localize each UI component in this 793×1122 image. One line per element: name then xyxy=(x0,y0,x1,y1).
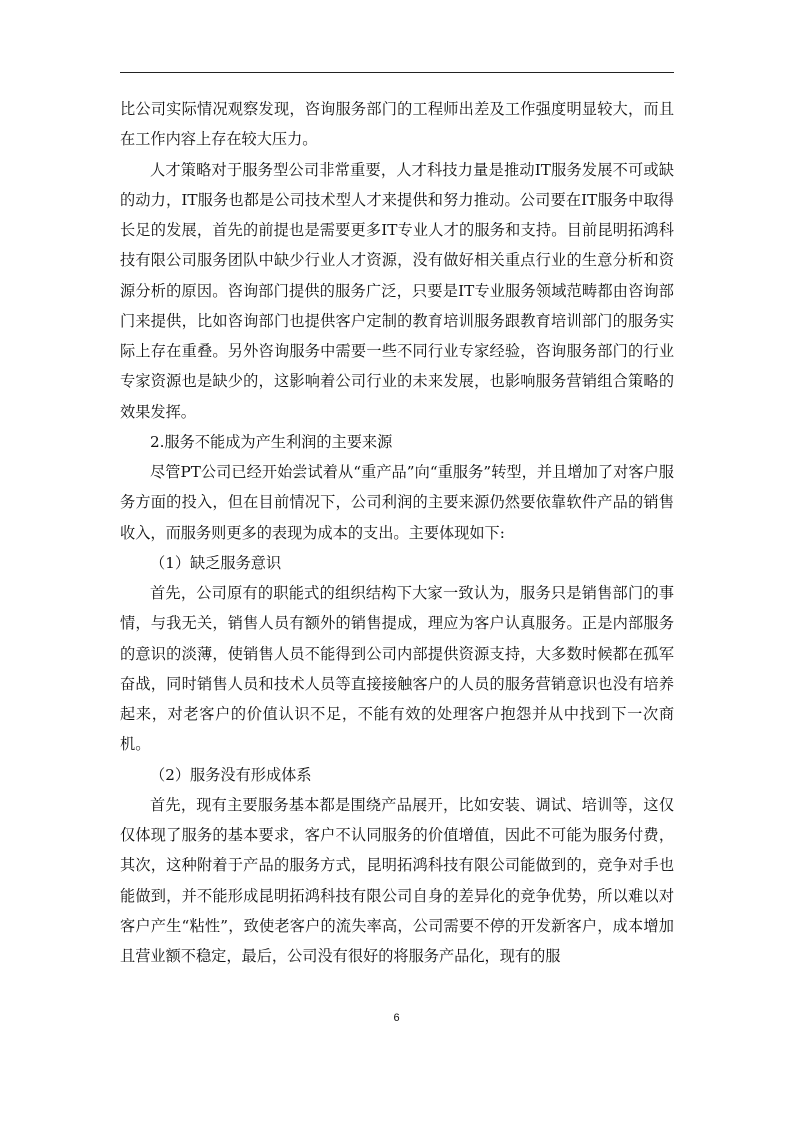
paragraph: 2.服务不能成为产生利润的主要来源 xyxy=(150,432,393,451)
page-number: 6 xyxy=(393,1012,400,1024)
paragraph: 首先，公司原有的职能式的组织结构下大家一致认为，服务只是销售部门的事情，与我无关，销售人员有额外的销售提成，理应为客户认真服务。正是内部服务的意识的淡薄，使销售人员不能得到公司内部提供资源支持，大多数时候都在孤军奋战，同时销售人员和技术人员等直接接触客户的人员的服务营销意识也没有培养起来，对老客户的价值认识不足，不能有效的处理客户抱怨并从中找到下一次商机。 xyxy=(120,584,674,754)
paragraph: 比公司实际情况观察发现，咨询服务部门的工程师出差及工作强度明显较大，而且在工作内容上存在较大压力。 xyxy=(120,100,674,149)
paragraph: 人才策略对于服务型公司非常重要，人才科技力量是推动IT服务发展不可或缺的动力，IT服务也都是公司技术型人才来提供和努力推动。公司要在IT服务中取得长足的发展，首先的前提也是需要更多IT专业人才的服务和支持。目前昆明拓鸿科技有限公司服务团队中缺少行业人才资源，没有做好相关重点行业的生意分析和资源分析的原因。咨询部门提供的服务广泛，只要是IT专业服务领域范畴都由咨询部门来提供，比如咨询部门也提供客户定制的教育培训服务跟教育培训部门的服务实际上存在重叠。另外咨询服务中需要一些不同行业专家经验，咨询服务部门的行业专家资源也是缺少的，这影响着公司行业的未来发展，也影响服务营销组合策略的效果发挥。 xyxy=(120,160,674,421)
paragraph: （2）服务没有形成体系 xyxy=(150,765,312,784)
paragraph: 尽管PT公司已经开始尝试着从“重产品”向“重服务”转型，并且增加了对客户服务方面的投入，但在目前情况下，公司利润的主要来源仍然要依靠软件产品的销售收入，而服务则更多的表现为成本的支出。主要体现如下: xyxy=(120,463,674,542)
paragraph: （1）缺乏服务意识 xyxy=(150,553,282,572)
paragraph: 首先，现有主要服务基本都是围绕产品展开，比如安装、调试、培训等，这仅仅体现了服务的基本要求，客户不认同服务的价值增值，因此不可能为服务付费，其次，这种附着于产品的服务方式，昆明拓鸿科技有限公司能做到的，竞争对手也能做到，并不能形成昆明拓鸿科技有限公司自身的差异化的竞争优势，所以难以对客户产生“粘性”，致使老客户的流失率高，公司需要不停的开发新客户，成本增加且营业额不稳定，最后，公司没有很好的将服务产品化，现有的服 xyxy=(120,795,674,965)
body-text xyxy=(120,94,674,971)
header-rule xyxy=(120,72,674,73)
